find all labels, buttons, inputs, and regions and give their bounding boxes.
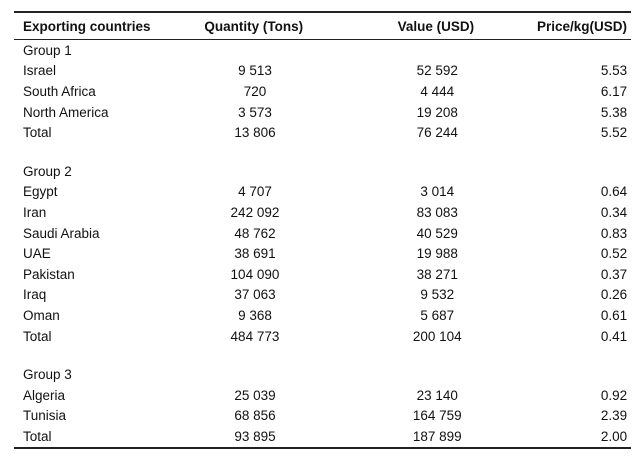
table-row — [14, 182, 631, 203]
value-cell: 5 687 — [420, 307, 455, 323]
header-row — [14, 12, 631, 40]
quantity-cell: 242 092 — [230, 204, 280, 220]
country-cell: South Africa — [23, 83, 96, 99]
value-cell: 9 532 — [420, 287, 455, 303]
spacer-cell — [14, 346, 631, 364]
group-label: Group 3 — [23, 367, 72, 383]
value-cell: 4 444 — [420, 83, 455, 99]
quantity-cell: 4 707 — [238, 184, 272, 200]
quantity-cell: 484 773 — [230, 328, 280, 344]
table-row — [14, 202, 631, 223]
country-cell: UAE — [23, 246, 51, 262]
header-exporting-countries: Exporting countries — [14, 12, 172, 40]
country-cell: Total — [14, 426, 172, 448]
quantity-cell: 9 513 — [238, 63, 272, 79]
country-cell: Oman — [23, 307, 60, 323]
table-row — [14, 243, 631, 264]
price-cell: 0.64 — [600, 184, 628, 200]
price-cell: 0.41 — [600, 328, 628, 344]
quantity-cell: 104 090 — [230, 266, 280, 282]
quantity-cell: 48 762 — [234, 225, 276, 241]
value-cell: 200 104 — [412, 328, 462, 344]
quantity-cell: 38 691 — [234, 246, 276, 262]
quantity-cell: 720 — [243, 83, 267, 99]
price-cell: 2.39 — [600, 408, 628, 424]
value-cell: 3 014 — [420, 184, 455, 200]
table-row — [14, 264, 631, 285]
group-label: Group 2 — [23, 163, 72, 179]
quantity-cell: 13 806 — [234, 125, 276, 141]
header-value: Value (USD) — [338, 12, 537, 40]
table-row — [14, 406, 631, 427]
export-table — [14, 11, 631, 449]
price-cell: 5.52 — [600, 125, 628, 141]
price-cell: 5.53 — [600, 63, 628, 79]
table-body — [14, 40, 631, 448]
price-cell: 6.17 — [600, 83, 628, 99]
total-row — [14, 326, 631, 347]
price-cell: 0.34 — [600, 204, 628, 220]
group-spacer — [14, 346, 631, 364]
quantity-cell: 37 063 — [234, 287, 276, 303]
price-cell: 0.26 — [600, 287, 628, 303]
value-cell: 19 208 — [416, 104, 458, 120]
table-row — [14, 385, 631, 406]
quantity-cell: 93 895 — [172, 426, 337, 448]
table-row — [14, 285, 631, 306]
value-cell: 52 592 — [416, 63, 458, 79]
group-spacer — [14, 143, 631, 161]
value-cell: 38 271 — [416, 266, 458, 282]
group-label-row — [14, 40, 631, 61]
country-cell: Iran — [23, 204, 47, 220]
value-cell: 19 988 — [416, 246, 458, 262]
price-cell: 0.92 — [600, 387, 628, 403]
country-cell: Saudi Arabia — [23, 225, 100, 241]
quantity-cell: 68 856 — [234, 408, 276, 424]
country-cell: Pakistan — [23, 266, 75, 282]
group-label: Group 1 — [23, 42, 72, 58]
table-row — [14, 223, 631, 244]
value-cell: 164 759 — [412, 408, 462, 424]
price-cell: 0.37 — [600, 266, 628, 282]
table-header — [14, 12, 631, 40]
header-quantity: Quantity (Tons) — [172, 12, 337, 40]
price-cell: 0.61 — [600, 307, 628, 323]
table-row — [14, 61, 631, 82]
country-cell: Egypt — [23, 184, 58, 200]
total-row — [14, 426, 631, 448]
quantity-cell: 25 039 — [234, 387, 276, 403]
total-row — [14, 122, 631, 143]
country-cell: Tunisia — [23, 408, 67, 424]
header-price-per-kg: Price/kg(USD) — [537, 12, 631, 40]
value-cell: 23 140 — [416, 387, 458, 403]
country-cell: Total — [23, 328, 52, 344]
price-cell: 5.38 — [600, 104, 628, 120]
quantity-cell: 9 368 — [238, 307, 272, 323]
value-cell: 76 244 — [416, 125, 458, 141]
country-cell: Total — [23, 125, 52, 141]
group-label-row — [14, 364, 631, 385]
value-cell: 40 529 — [416, 225, 458, 241]
country-cell: Algeria — [23, 387, 66, 403]
spacer-cell — [14, 143, 631, 161]
table-row — [14, 305, 631, 326]
country-cell: Israel — [23, 63, 57, 79]
price-cell: 2.00 — [537, 426, 631, 448]
value-cell: 83 083 — [416, 204, 458, 220]
group-label-row — [14, 161, 631, 182]
country-cell: Iraq — [23, 287, 47, 303]
country-cell: North America — [23, 104, 109, 120]
table-row — [14, 102, 631, 123]
value-cell: 187 899 — [338, 426, 537, 448]
quantity-cell: 3 573 — [238, 104, 272, 120]
table-row — [14, 81, 631, 102]
price-cell: 0.52 — [600, 246, 628, 262]
price-cell: 0.83 — [600, 225, 628, 241]
